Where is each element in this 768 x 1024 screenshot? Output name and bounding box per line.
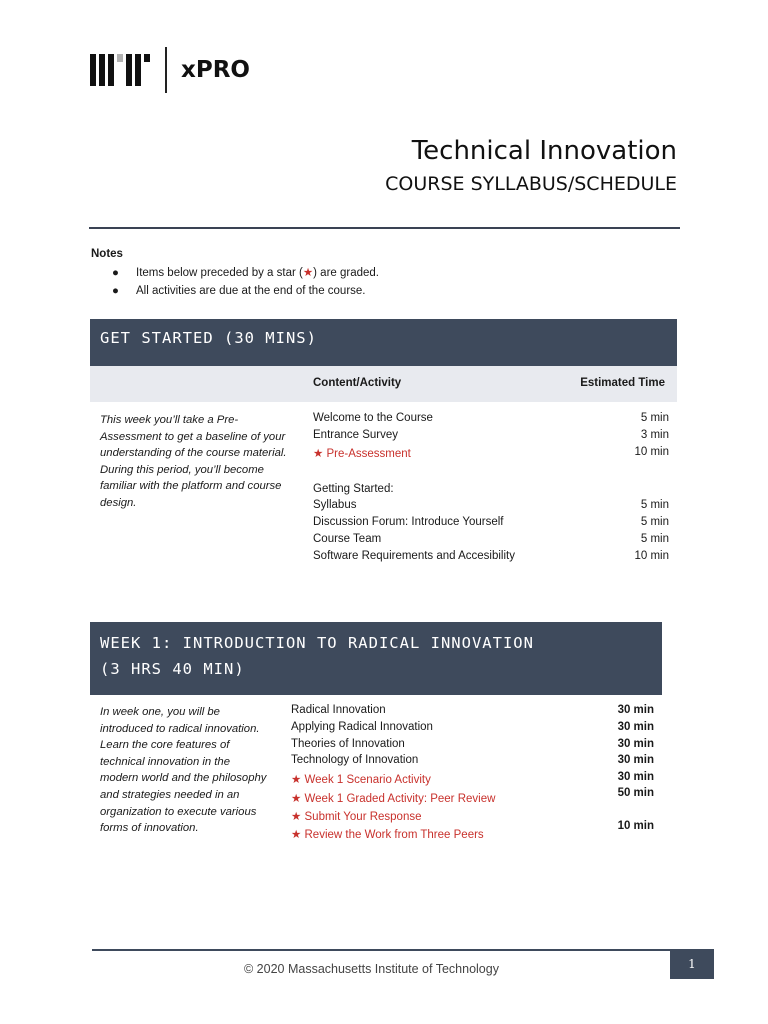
activity-time: 50 min (617, 787, 654, 799)
activity-row-graded (291, 787, 654, 808)
activity-name: Welcome to the Course (313, 412, 433, 424)
activity-name: Radical Innovation (291, 704, 386, 716)
activity-time: 10 min (617, 820, 654, 832)
activity-name: ★ Review the Work from Three Peers (291, 829, 484, 841)
banner-line: WEEK 1: INTRODUCTION TO RADICAL INNOVATION (100, 634, 534, 652)
banner-line: (3 HRS 40 MIN) (100, 660, 245, 678)
activity-name: ★ Week 1 Graded Activity: Peer Review (291, 793, 496, 805)
logo-divider (165, 47, 167, 93)
notes-list (91, 264, 379, 300)
activity-time: 5 min (640, 516, 669, 528)
activity-name: Technology of Innovation (291, 754, 419, 766)
column-header-time: Estimated Time (580, 377, 665, 389)
activity-row (291, 738, 654, 755)
page-title: Technical Innovation (411, 136, 677, 166)
bullet-icon: ● (112, 267, 119, 279)
activity-time: 30 min (617, 704, 654, 716)
activity-time: 30 min (617, 771, 654, 783)
activity-row (313, 429, 669, 446)
activity-time: 10 min (634, 550, 669, 562)
activity-time: 3 min (640, 429, 669, 441)
activity-name: ★ Pre-Assessment (313, 448, 411, 460)
activity-row-graded (291, 820, 654, 844)
activity-time: 30 min (617, 754, 654, 766)
activity-name: Theories of Innovation (291, 738, 405, 750)
activity-name: Syllabus (313, 499, 357, 511)
activity-name: Entrance Survey (313, 429, 399, 441)
activity-row-graded (291, 772, 654, 789)
activity-time: 5 min (640, 412, 669, 424)
xpro-wordmark: xPRO (181, 57, 250, 83)
notes-section (91, 248, 379, 300)
activity-row-graded (291, 809, 654, 826)
activity-name: ★ Week 1 Scenario Activity (291, 774, 431, 786)
activity-group-heading (313, 483, 669, 500)
activity-name: Software Requirements and Accesibility (313, 550, 515, 562)
star-icon: ★ (302, 267, 314, 279)
notes-heading: Notes (91, 248, 123, 260)
activity-row (313, 499, 669, 516)
bullet-icon: ● (112, 285, 119, 297)
title-divider (89, 227, 680, 229)
activity-row (313, 533, 669, 550)
activity-row (291, 754, 654, 771)
activity-row (313, 516, 669, 533)
activity-name: Course Team (313, 533, 382, 545)
activity-time: 5 min (640, 533, 669, 545)
section-banner-get-started: GET STARTED (30 MINS) (90, 319, 677, 366)
activity-time: 30 min (617, 738, 654, 750)
activity-time: 5 min (640, 499, 669, 511)
activity-name: Applying Radical Innovation (291, 721, 433, 733)
activity-row-graded (313, 446, 669, 463)
page-subtitle: COURSE SYLLABUS/SCHEDULE (385, 173, 677, 195)
table-header-row (90, 366, 677, 402)
activity-time: 30 min (617, 721, 654, 733)
activity-row (313, 412, 669, 429)
activity-name: ★ Submit Your Response (291, 811, 422, 823)
activity-row (291, 721, 654, 738)
activity-name: Getting Started: (313, 483, 394, 495)
section-intro-text: This week you’ll take a Pre-Assessment to get a baseline of your understanding of the course material. During this period, you’ll become familiar with the platform and course design. (100, 414, 287, 509)
activity-name: Discussion Forum: Introduce Yourself (313, 516, 504, 528)
footer-divider (92, 949, 670, 951)
notes-list-item: ● Items below preceded by a star (★) are graded. (91, 264, 379, 282)
column-header-content: Content/Activity (313, 377, 402, 389)
mit-xpro-logo (90, 46, 250, 94)
section-intro-text: In week one, you will be introduced to radical innovation. Learn the core features of technical innovation in the modern world and the philosophy and strategies needed in an organization to execute various forms of innovation. (100, 706, 267, 835)
notes-list-item: ● All activities are due at the end of the course. (91, 282, 379, 300)
title-block (385, 133, 677, 198)
mit-logo-icon (90, 54, 153, 86)
activity-row (291, 704, 654, 721)
activity-row (313, 550, 669, 567)
page-number: 1 (670, 949, 714, 979)
section-banner-week-1 (90, 622, 662, 695)
footer-copyright: © 2020 Massachusetts Institute of Technology (244, 962, 499, 976)
activity-time: 10 min (634, 446, 669, 458)
